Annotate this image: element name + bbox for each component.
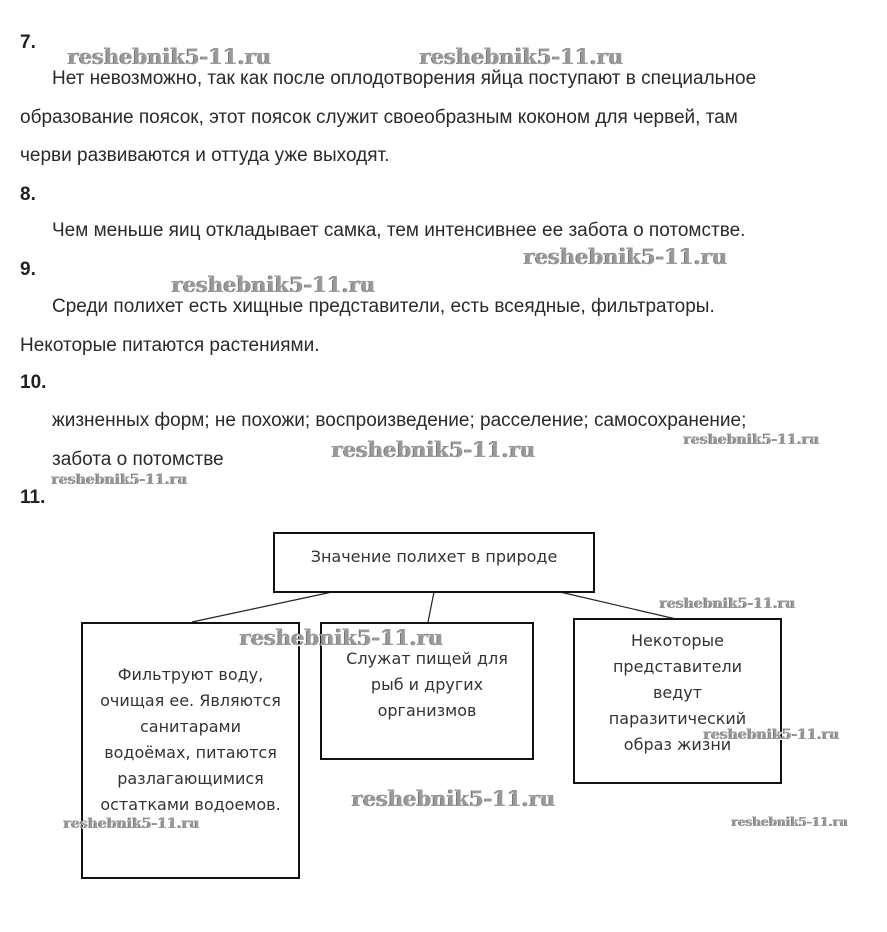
answer-7-line-1: Нет невозможно, так как после оплодотворения яйца поступают в специальное (52, 68, 757, 89)
watermark: reshebnik5-11.ru (64, 816, 200, 832)
answer-10-line-1: жизненных форм; не похожи; воспроизведение; расселение; самосохранение; (52, 410, 747, 431)
answer-7-line-3: черви развиваются и оттуда уже выходят. (20, 145, 390, 166)
question-number-11: 11. (20, 487, 46, 508)
watermark: reshebnik5-11.ru (172, 272, 376, 297)
connector-right (560, 592, 676, 619)
question-number-9: 9. (20, 259, 36, 280)
box-parasite-line-2: представители (612, 657, 743, 676)
box-food-line-3: организмов (377, 701, 477, 720)
answer-9-line-2: Некоторые питаются растениями. (20, 335, 320, 356)
watermark: reshebnik5-11.ru (68, 44, 272, 69)
box-filter-line-6: остатками водоемов. (100, 795, 281, 814)
box-parasite-line-5: образ жизни (623, 735, 732, 754)
box-filter-line-3: санитарами (139, 717, 241, 736)
box-parasite-line-3: ведут (652, 683, 703, 702)
box-parasite-line-4: паразитический (608, 709, 747, 728)
diagram-box-filter (81, 622, 300, 879)
watermark: reshebnik5-11.ru (52, 472, 188, 488)
diagram-root-label: Значение полихет в природе (310, 547, 558, 566)
box-filter-line-5: разлагающимися (117, 769, 264, 788)
box-filter-line-1: Фильтруют воду, (117, 665, 264, 684)
watermark: reshebnik5-11.ru (332, 437, 536, 462)
watermark: reshebnik5-11.ru (684, 432, 820, 448)
box-food-line-1: Служат пищей для (346, 649, 508, 668)
watermark: reshebnik5-11.ru (732, 815, 849, 829)
diagram-box-parasite (573, 618, 782, 784)
diagram-root-box (273, 532, 595, 593)
answer-8-line-1: Чем меньше яиц откладывает самка, тем интенсивнее ее забота о потомстве. (52, 220, 746, 241)
watermark: reshebnik5-11.ru (352, 786, 556, 811)
box-parasite-line-1: Некоторые (630, 631, 725, 650)
question-number-10: 10. (20, 372, 47, 393)
question-number-8: 8. (20, 184, 36, 205)
box-filter-line-2: очищая ее. Являются (100, 691, 281, 710)
watermark: reshebnik5-11.ru (704, 727, 840, 743)
question-number-7: 7. (20, 32, 36, 53)
answer-7-line-2: образование поясок, этот поясок служит своеобразным коконом для червей, там (20, 107, 738, 128)
watermark: reshebnik5-11.ru (660, 596, 796, 612)
connector-left (192, 592, 332, 622)
box-food-line-2: рыб и других (370, 675, 484, 694)
answer-9-line-1: Среди полихет есть хищные представители, есть всеядные, фильтраторы. (52, 296, 715, 317)
answer-10-line-2: забота о потомстве (52, 449, 224, 470)
connector-middle (428, 592, 434, 622)
watermark: reshebnik5-11.ru (240, 625, 444, 650)
watermark: reshebnik5-11.ru (524, 244, 728, 269)
watermark: reshebnik5-11.ru (420, 44, 624, 69)
box-filter-line-4: водоёмах, питаются (104, 743, 277, 762)
